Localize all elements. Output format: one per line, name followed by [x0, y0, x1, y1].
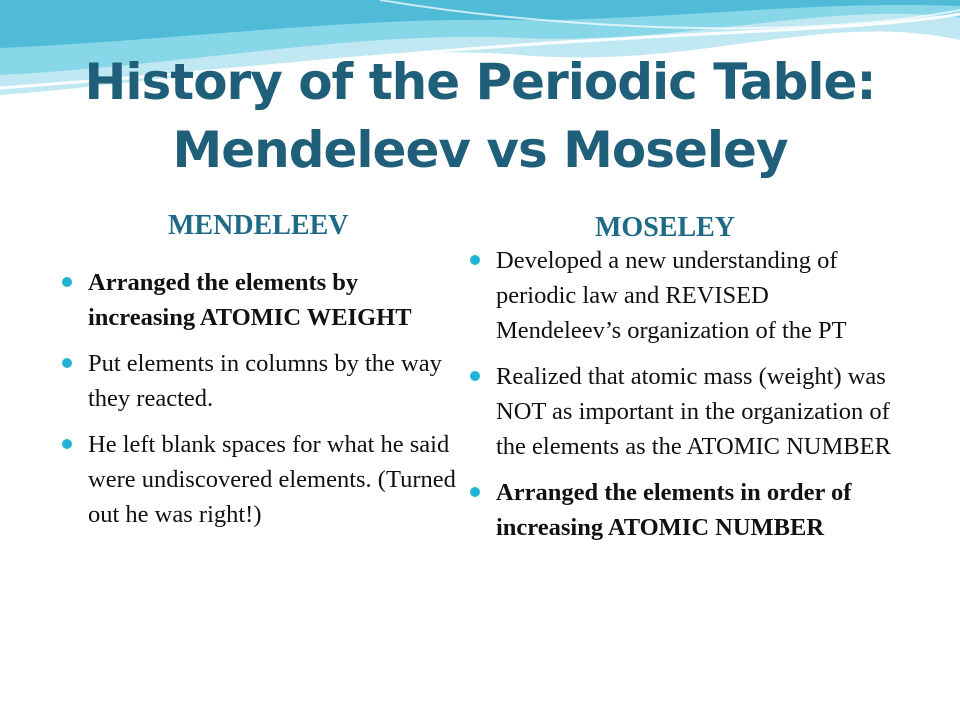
moseley-bullet-1 — [470, 243, 900, 348]
moseley-bullet-3-text: Arranged the elements in order of increasing ATOMIC NUMBER — [496, 479, 852, 541]
bullet-dot-icon — [470, 371, 480, 381]
mendeleev-bullet-2 — [62, 346, 458, 416]
bullet-dot-icon — [62, 358, 72, 368]
moseley-bullet-2-text: Realized that atomic mass (weight) was NOT as important in the organization of the elements as the ATOMIC NUMBER — [496, 363, 891, 460]
moseley-heading: MOSELEY — [595, 212, 736, 243]
mendeleev-bullet-1 — [62, 265, 458, 335]
bullet-dot-icon — [470, 255, 480, 265]
moseley-bullet-1-text: Developed a new understanding of periodic law and REVISED Mendeleev’s organization of the PT — [496, 247, 847, 344]
mendeleev-bullet-list — [62, 265, 458, 543]
moseley-bullet-2 — [470, 359, 900, 464]
slide-title-line-2: Mendeleev vs Moseley — [172, 121, 788, 179]
moseley-bullet-list — [470, 243, 900, 556]
bullet-dot-icon — [470, 487, 480, 497]
mendeleev-bullet-1-text: Arranged the elements by increasing ATOMIC WEIGHT — [88, 269, 412, 331]
bullet-dot-icon — [62, 277, 72, 287]
slide-title — [0, 48, 960, 184]
slide-title-line-1: History of the Periodic Table: — [84, 53, 876, 111]
mendeleev-bullet-2-text: Put elements in columns by the way they reacted. — [88, 350, 442, 412]
mendeleev-heading: MENDELEEV — [168, 210, 349, 241]
moseley-bullet-3 — [470, 475, 900, 545]
mendeleev-bullet-3-text: He left blank spaces for what he said were undiscovered elements. (Turned out he was right!) — [88, 431, 456, 528]
bullet-dot-icon — [62, 439, 72, 449]
mendeleev-bullet-3 — [62, 427, 458, 532]
